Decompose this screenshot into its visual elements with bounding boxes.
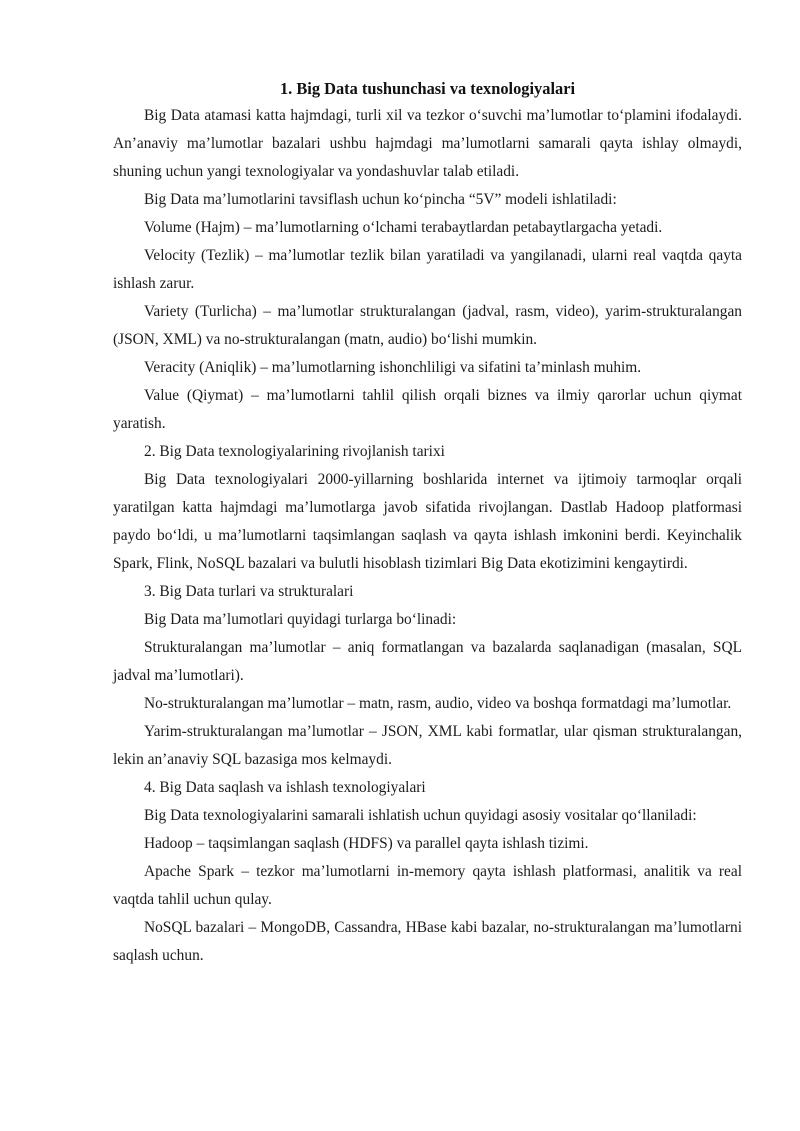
- section-heading-types: 3. Big Data turlari va strukturalari: [144, 583, 354, 600]
- paragraph-semi-structured: Yarim-strukturalangan ma’lumotlar – JSON, XML kabi formatlar, ular qisman strukturalangan, lekin an’anaviy SQL bazasiga mos kelmaydi.: [113, 723, 742, 768]
- section-heading-storage: 4. Big Data saqlash va ishlash texnologiyalari: [144, 779, 426, 796]
- paragraph-nosql: NoSQL bazalari – MongoDB, Cassandra, HBase kabi bazalar, no-strukturalangan ma’lumotlarni saqlash uchun.: [113, 919, 742, 964]
- paragraph-spark: Apache Spark – tezkor ma’lumotlarni in-memory qayta ishlash platformasi, analitik va real vaqtda tahlil uchun qulay.: [113, 863, 742, 908]
- paragraph-history: Big Data texnologiyalari 2000-yillarning boshlarida internet va ijtimoiy tarmoqlar orqali yaratilgan katta hajmdagi ma’lumotlarga javob sifatida rivojlangan. Dastlab Hadoop platformasi paydo bo‘ldi, u ma’lumotlarni taqsimlangan saqlash va qayta ishlash imkonini berdi. Keyinchalik Spark, Flink, NoSQL bazalari va bulutli hisoblash tizimlari Big Data ekotizimini kengaytirdi.: [113, 471, 742, 572]
- paragraph-variety: Variety (Turlicha) – ma’lumotlar strukturalangan (jadval, rasm, video), yarim-strukturalangan (JSON, XML) va no-strukturalangan (matn, audio) bo‘lishi mumkin.: [113, 303, 742, 348]
- paragraph-types-intro: Big Data ma’lumotlari quyidagi turlarga bo‘linadi:: [144, 611, 457, 628]
- paragraph-intro: Big Data atamasi katta hajmdagi, turli xil va tezkor o‘suvchi ma’lumotlar to‘plamini ifodalaydi. An’anaviy ma’lumotlar bazalari ushbu hajmdagi ma’lumotlarni samarali qayta ishlay olmaydi, shuning uchun yangi texnologiyalar va yondashuvlar talab etiladi.: [113, 107, 742, 180]
- paragraph-volume: Volume (Hajm) – ma’lumotlarning o‘lchami terabaytlardan petabaytlargacha yetadi.: [144, 219, 663, 236]
- paragraph-veracity: Veracity (Aniqlik) – ma’lumotlarning ishonchliligi va sifatini ta’minlash muhim.: [144, 359, 642, 376]
- paragraph-velocity: Velocity (Tezlik) – ma’lumotlar tezlik bilan yaratiladi va yangilanadi, ularni real vaqtda qayta ishlash zarur.: [113, 247, 742, 292]
- paragraph-value: Value (Qiymat) – ma’lumotlarni tahlil qilish orqali biznes va ilmiy qarorlar uchun qiymat yaratish.: [113, 387, 742, 432]
- paragraph-unstructured: No-strukturalangan ma’lumotlar – matn, rasm, audio, video va boshqa formatdagi ma’lumotlar.: [144, 695, 732, 712]
- section-heading-history: 2. Big Data texnologiyalarining rivojlanish tarixi: [144, 443, 445, 460]
- paragraph-structured: Strukturalangan ma’lumotlar – aniq formatlangan va bazalarda saqlanadigan (masalan, SQL jadval ma’lumotlari).: [113, 639, 742, 684]
- document-body: [113, 76, 742, 970]
- paragraph-tools-intro: Big Data texnologiyalarini samarali ishlatish uchun quyidagi asosiy vositalar qo‘llaniladi:: [144, 807, 697, 824]
- paragraph-5v-intro: Big Data ma’lumotlarini tavsiflash uchun ko‘pincha “5V” modeli ishlatiladi:: [144, 191, 617, 208]
- paragraph-hadoop: Hadoop – taqsimlangan saqlash (HDFS) va parallel qayta ishlash tizimi.: [144, 835, 589, 852]
- document-title: 1. Big Data tushunchasi va texnologiyalari: [279, 79, 576, 98]
